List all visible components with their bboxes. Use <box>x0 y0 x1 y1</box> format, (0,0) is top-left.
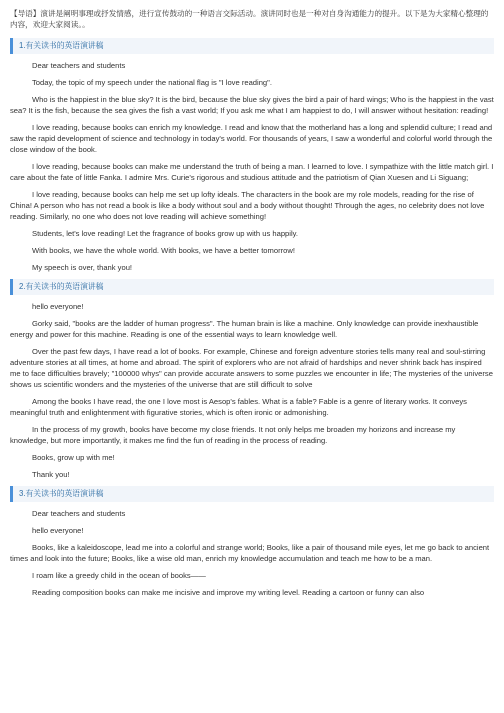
paragraph: My speech is over, thank you! <box>32 263 133 272</box>
section-heading: 1.有关读书的英语演讲稿 <box>10 38 494 54</box>
article <box>10 0 494 598</box>
paragraph: I love reading, because books can help me set up lofty ideals. The characters in the book are my role models, reading for the rise of China! A person who has not read a book is like a body without soul and a body without thought! Through the ages, no celebrity does not love reading. Similarly, no one who does not love reading will achieve something! <box>10 190 485 221</box>
paragraph: Thank you! <box>32 470 70 479</box>
paragraph: hello everyone! <box>32 526 84 535</box>
paragraph: Books, like a kaleidoscope, lead me into a colorful and strange world; Books, like a pair of thousand mile eyes, let me go back to ancient times and look into the future; Books, like a wise old man, enrich my knowledge accumulation and teach me how to be a man. <box>10 543 490 563</box>
section-heading: 3.有关读书的英语演讲稿 <box>10 486 494 502</box>
paragraph: Today, the topic of my speech under the national flag is "I love reading". <box>32 78 272 87</box>
paragraph: hello everyone! <box>32 302 84 311</box>
intro-text: 【导语】演讲是阐明事理或抒发情感，进行宣传鼓动的一种语言交际活动。演讲同时也是一种对自身沟通能力的提升。以下是为大家精心整理的内容，欢迎大家阅读。。 <box>10 9 489 29</box>
paragraph: Gorky said, "books are the ladder of human progress". The human brain is like a machine. Only knowledge can provide inexhaustible energy and power for this machine. Reading is one of the essential ways to learn knowledge well. <box>10 319 479 339</box>
paragraph: I roam like a greedy child in the ocean of books—— <box>32 571 206 580</box>
paragraph: Reading composition books can make me incisive and improve my writing level. Reading a cartoon or funny can also <box>32 588 425 597</box>
paragraph: Who is the happiest in the blue sky? It is the bird, because the blue sky gives the bird a pair of hard wings; Who is the happiest in the vast sea? It is the fish, because the sea gives the fish a vast world; If you ask me what I am happiest to do, I will answer without hesitation: reading! <box>10 95 494 115</box>
section-heading: 2.有关读书的英语演讲稿 <box>10 279 494 295</box>
sections <box>10 38 494 598</box>
paragraph: Among the books I have read, the one I love most is Aesop's fables. What is a fable? Fable is a genre of literary works. It conveys meaningful truth and enlightenment with figurative stories, which is often ironic or admonishing. <box>10 397 467 417</box>
paragraph: Books, grow up with me! <box>32 453 115 462</box>
paragraph: With books, we have the whole world. With books, we have a better tomorrow! <box>32 246 295 255</box>
paragraph: I love reading, because books can make me understand the truth of being a man. I learned to love. I sympathize with the little match girl. I care about the fate of little Fanka. I admire Mrs. Curie's rigorous and studious attitude and the patriotism of Qian Xuesen and Li Siguang; <box>10 162 494 182</box>
paragraph: In the process of my growth, books have become my close friends. It not only helps me broaden my horizons and increase my knowledge, but more importantly, it makes me find the fun of reading in the process of reading. <box>10 425 456 445</box>
paragraph: Over the past few days, I have read a lot of books. For example, Chinese and foreign adventure stories tells many real and soul-stirring adventure stories at all times, at home and abroad. The spirit of explorers who are not afraid of hardships and never shrink back has inspired me to face difficulties bravely; "100000 whys" can provide accurate answers to some puzzles we encounter in life; The mysteries of the universe shows us scientific wonders and the mysteries of the universe that are still difficult to solve <box>10 347 493 389</box>
paragraph: I love reading, because books can enrich my knowledge. I read and know that the motherland has a long and splendid culture; I read and saw the rapid development of science and technology in today's world. For thousands of years, I saw a wonderful and colorful world through the close window of the book. <box>10 123 493 154</box>
paragraph: Dear teachers and students <box>32 61 126 70</box>
paragraph: Dear teachers and students <box>32 509 126 518</box>
paragraph: Students, let's love reading! Let the fragrance of books grow up with us happily. <box>32 229 298 238</box>
